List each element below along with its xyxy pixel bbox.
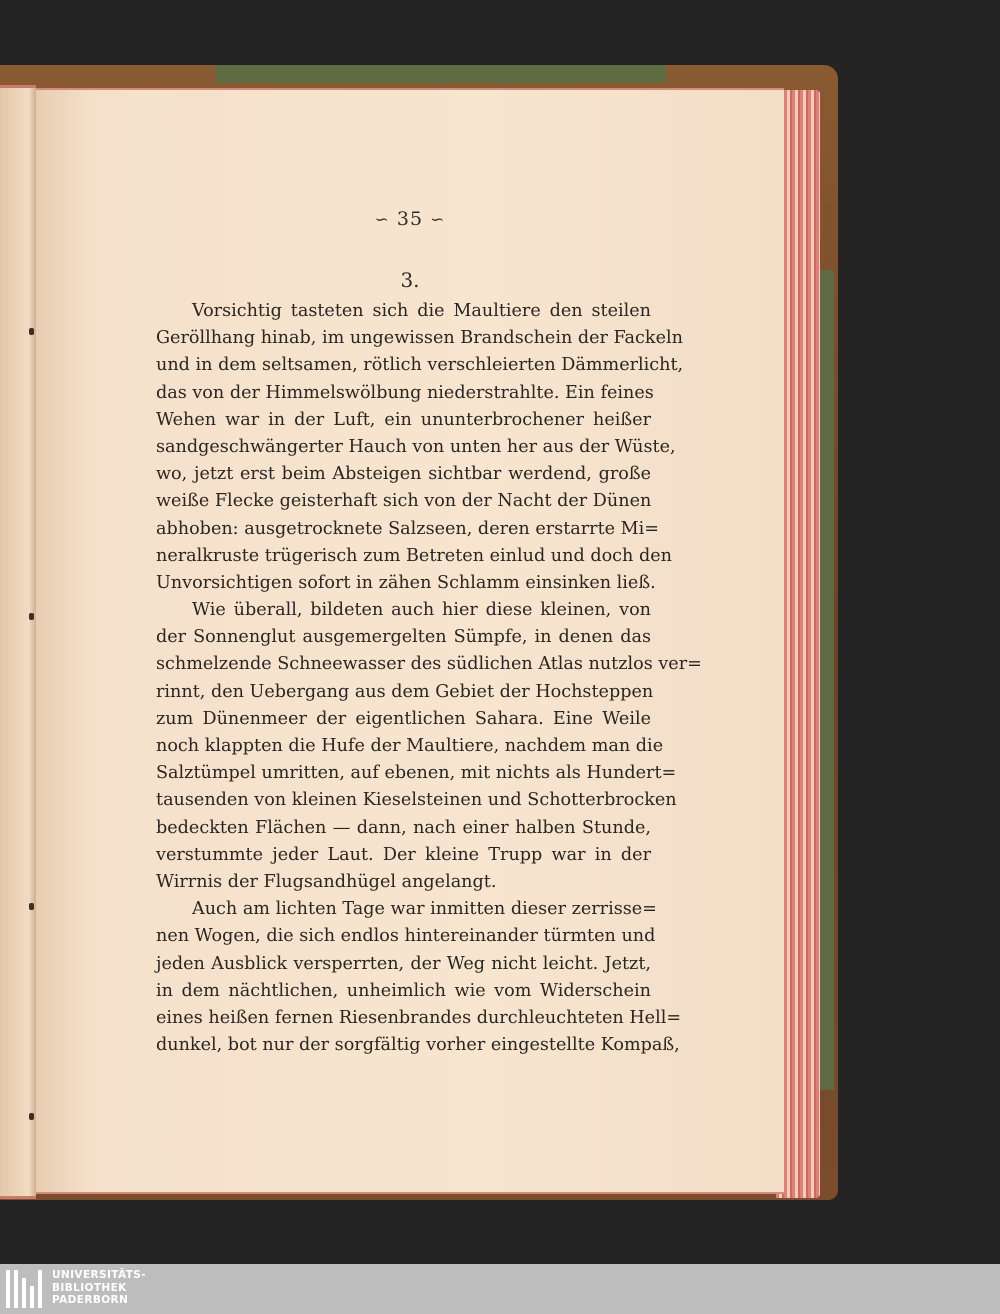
stitch-mark — [29, 328, 34, 335]
text-line: verstummte jeder Laut. Der kleine Trupp war in der — [156, 844, 651, 865]
cover-cloth-strip — [215, 65, 665, 83]
text-line: Vorsichtig tasteten sich die Maultiere den steilen — [192, 301, 651, 321]
book — [0, 60, 848, 1210]
page-number: 35 — [396, 208, 424, 230]
text-line: rinnt, den Uebergang aus dem Gebiet der Hochsteppen — [156, 681, 654, 702]
stitch-mark — [29, 613, 34, 620]
text-line: eines heißen fernen Riesenbrandes durchleuchteten Hell= — [156, 1007, 682, 1028]
stitch-mark — [29, 1113, 34, 1120]
text-line: in dem nächtlichen, unheimlich wie vom Widerschein — [156, 980, 651, 1001]
text-line: nen Wogen, die sich endlos hintereinander türmten und — [156, 926, 656, 947]
text-line: Salztümpel umritten, auf ebenen, mit nichts als Hundert= — [156, 763, 677, 784]
book-page — [36, 88, 784, 1194]
text-line: zum Dünenmeer der eigentlichen Sahara. Eine Weile — [156, 708, 651, 729]
library-logo-icon — [6, 1270, 46, 1310]
text-line: schmelzende Schneewasser des südlichen Atlas nutzlos ver= — [156, 654, 702, 675]
text-line: das von der Himmelswölbung niederstrahlte. Ein feines — [156, 382, 654, 403]
text-line: sandgeschwängerter Hauch von unten her aus der Wüste, — [156, 436, 676, 457]
text-line: jeden Ausblick versperrten, der Weg nicht leicht. Jetzt, — [156, 953, 651, 974]
stitch-mark — [29, 903, 34, 910]
text-line: wo, jetzt erst beim Absteigen sichtbar werdend, große — [156, 464, 651, 485]
text-line: dunkel, bot nur der sorgfältig vorher eingestellte Kompaß, — [156, 1035, 680, 1056]
text-line: neralkruste trügerisch zum Betreten einlud und doch den — [156, 545, 672, 566]
text-line: und in dem seltsamen, rötlich verschleierten Dämmerlicht, — [156, 355, 684, 376]
chapter-number: 3. — [400, 268, 420, 292]
text-line: Auch am lichten Tage war inmitten dieser zerrisse= — [192, 899, 657, 920]
library-name-line: PADERBORN — [52, 1294, 129, 1306]
left-page-edge — [0, 85, 36, 1199]
text-line: der Sonnenglut ausgemergelten Sümpfe, in denen das — [156, 627, 651, 648]
text-line: Wehen war in der Luft, ein ununterbrochener heißer — [156, 409, 651, 430]
text-line: Wirrnis der Flugsandhügel angelangt. — [156, 871, 497, 892]
text-line: tausenden von kleinen Kieselsteinen und Schotterbrocken — [156, 790, 677, 811]
page-header — [36, 208, 784, 230]
library-footer — [0, 1264, 1000, 1314]
text-line: bedeckten Flächen — dann, nach einer halben Stunde, — [156, 817, 651, 838]
text-line: Geröllhang hinab, im ungewissen Brandschein der Fackeln — [156, 328, 683, 349]
text-line: weiße Flecke geisterhaft sich von der Nacht der Dünen — [156, 491, 652, 512]
text-line: noch klappten die Hufe der Maultiere, nachdem man die — [156, 736, 664, 756]
text-line: abhoben: ausgetrocknete Salzseen, deren erstarrte Mi= — [156, 518, 660, 539]
text-line: Unvorsichtigen sofort in zähen Schlamm einsinken ließ. — [156, 572, 656, 593]
text-line: Wie überall, bildeten auch hier diese kleinen, von — [192, 600, 651, 621]
library-name-line: UNIVERSITÄTS- — [52, 1269, 147, 1281]
ornament-left-icon: ∽ — [374, 210, 390, 230]
body-text — [156, 298, 702, 1059]
library-name-line: BIBLIOTHEK — [52, 1281, 127, 1294]
ornament-right-icon: ∽ — [430, 210, 446, 230]
library-name — [52, 1269, 146, 1307]
